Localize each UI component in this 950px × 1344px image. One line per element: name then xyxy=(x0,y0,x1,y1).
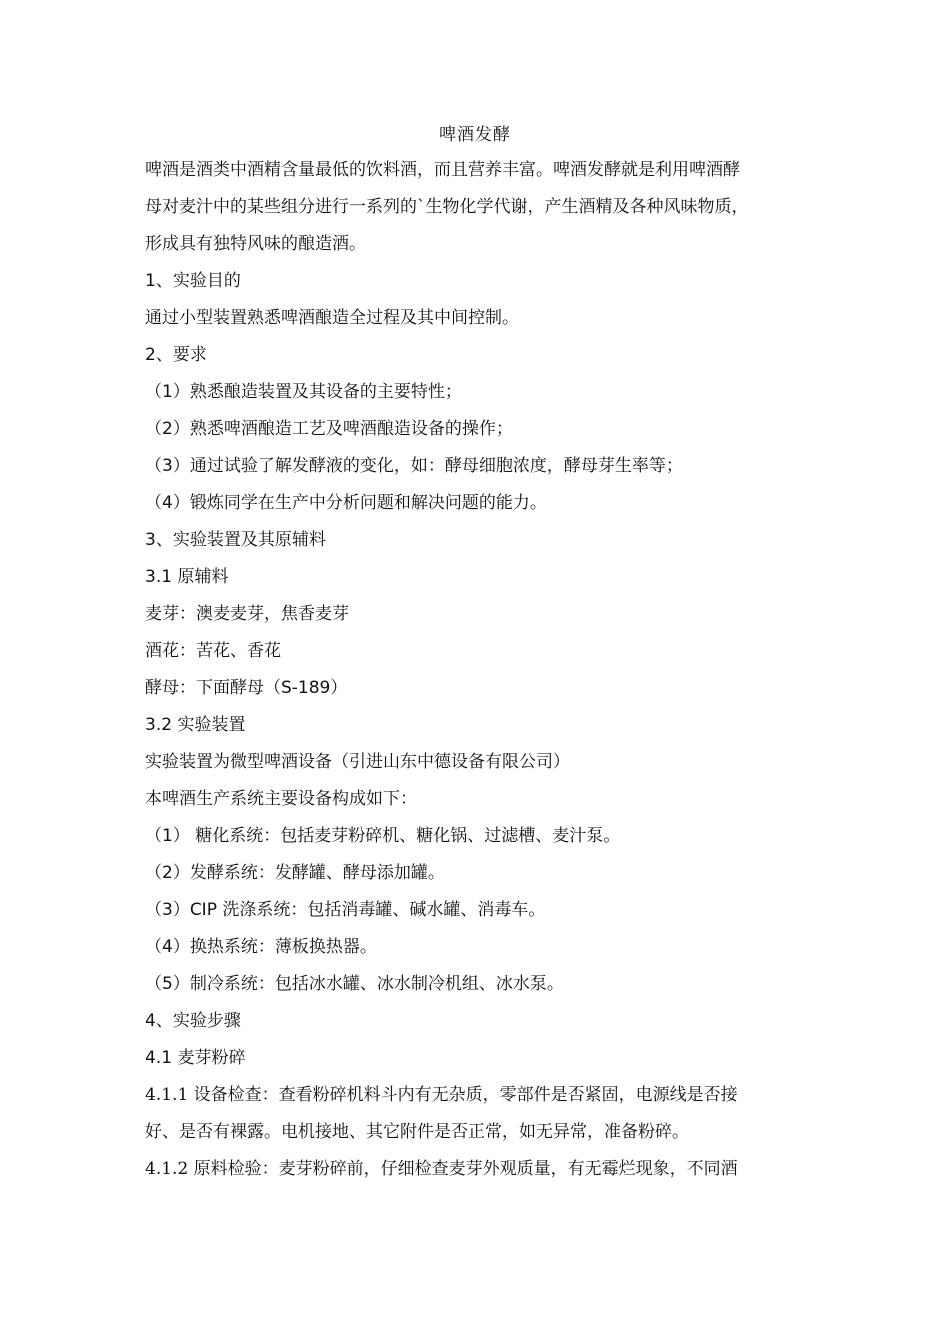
step-paragraph xyxy=(145,1081,810,1155)
system-item xyxy=(145,859,810,896)
intro-line: 形成具有独特风味的酿造酒。 xyxy=(145,234,366,254)
step-line: 4.1.2 原料检验：麦芽粉碎前，仔细检查麦芽外观质量，有无霉烂现象，不同酒 xyxy=(145,1159,738,1179)
system-description: 包括麦芽粉碎机、糖化锅、过滤槽、麦汁泵。 xyxy=(280,826,621,846)
material-item: 酒花：苦花、香花 xyxy=(145,641,281,661)
requirement-item: （3）通过试验了解发酵液的变化，如：酵母细胞浓度，酵母芽生率等； xyxy=(145,456,683,476)
system-item xyxy=(145,822,810,859)
section-heading: 2、要求 xyxy=(145,345,207,365)
system-label: （5）制冷系统： xyxy=(145,974,275,994)
system-label: （3）CIP 洗涤系统： xyxy=(145,900,308,920)
document-title: 啤酒发酵 xyxy=(439,125,511,145)
document-body xyxy=(145,156,810,1192)
section-heading: 1、实验目的 xyxy=(145,271,241,291)
section-heading: 4、实验步骤 xyxy=(145,1011,241,1031)
system-description: 薄板换热器。 xyxy=(274,937,377,957)
section-text: 通过小型装置熟悉啤酒酿造全过程及其中间控制。 xyxy=(145,308,519,328)
system-item xyxy=(145,896,810,933)
subsection-heading: 3.2 实验装置 xyxy=(145,715,246,735)
requirement-item: （4）锻炼同学在生产中分析问题和解决问题的能力。 xyxy=(145,493,547,513)
equipment-text: 实验装置为微型啤酒设备（引进山东中德设备有限公司） xyxy=(145,752,570,772)
system-item xyxy=(145,970,810,1007)
section-heading: 3、实验装置及其原辅料 xyxy=(145,530,326,550)
system-item xyxy=(145,933,810,970)
intro-line: 母对麦汁中的某些组分进行一系列的`生物化学代谢，产生酒精及各种风味物质， xyxy=(145,197,749,217)
step-line: 好、是否有裸露。电机接地、其它附件是否正常，如无异常，准备粉碎。 xyxy=(145,1122,689,1142)
subsection-heading: 4.1 麦芽粉碎 xyxy=(145,1048,246,1068)
equipment-intro: 本啤酒生产系统主要设备构成如下： xyxy=(145,789,417,809)
system-label: （1） 糖化系统： xyxy=(145,826,281,846)
step-line: 4.1.1 设备检查：查看粉碎机料斗内有无杂质，零部件是否紧固，电源线是否接 xyxy=(145,1085,738,1105)
intro-line: 啤酒是酒类中酒精含量最低的饮料酒，而且营养丰富。啤酒发酵就是利用啤酒酵 xyxy=(145,160,740,180)
system-description: 包括消毒罐、碱水罐、消毒车。 xyxy=(307,900,546,920)
system-label: （4）换热系统： xyxy=(145,937,275,957)
requirement-item: （1）熟悉酿造装置及其设备的主要特性； xyxy=(145,382,462,402)
step-paragraph xyxy=(145,1155,810,1192)
system-description: 发酵罐、酵母添加罐。 xyxy=(274,863,445,883)
system-description: 包括冰水罐、冰水制冷机组、冰水泵。 xyxy=(274,974,564,994)
system-label: （2）发酵系统： xyxy=(145,863,275,883)
subsection-heading: 3.1 原辅料 xyxy=(145,567,229,587)
intro-paragraph xyxy=(145,156,810,267)
requirement-item: （2）熟悉啤酒酿造工艺及啤酒酿造设备的操作； xyxy=(145,419,513,439)
material-item: 麦芽：澳麦麦芽，焦香麦芽 xyxy=(145,604,349,624)
material-item: 酵母：下面酵母（S-189） xyxy=(145,678,348,698)
